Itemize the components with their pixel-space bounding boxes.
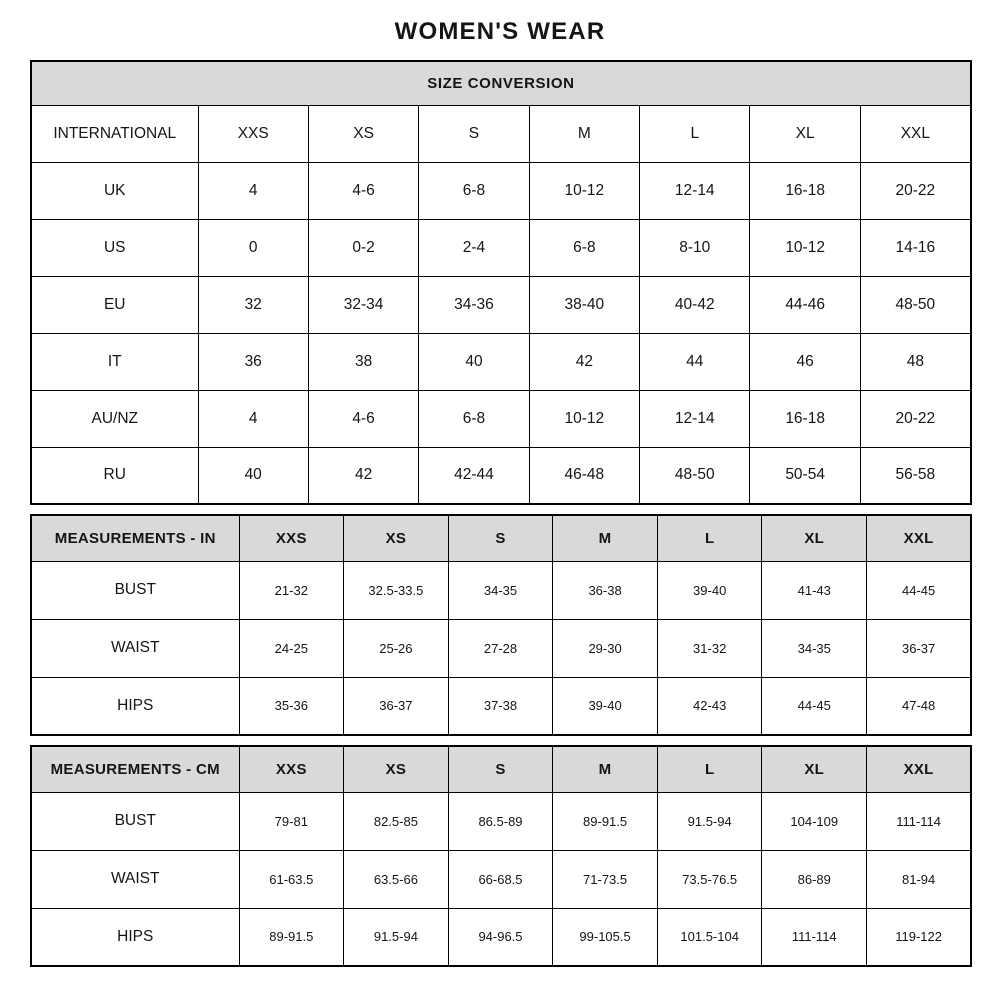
cell: 111-114 — [762, 908, 867, 966]
cell: 71-73.5 — [553, 850, 658, 908]
cell: 32 — [198, 276, 308, 333]
cell: 63.5-66 — [344, 850, 449, 908]
cell: 94-96.5 — [448, 908, 553, 966]
cell: 16-18 — [750, 162, 860, 219]
cell: 0 — [198, 219, 308, 276]
table-row — [31, 333, 971, 390]
column-header: XXS — [239, 746, 344, 792]
cell: 41-43 — [762, 561, 867, 619]
cell: 40 — [198, 447, 308, 504]
cell: 61-63.5 — [239, 850, 344, 908]
cell: 99-105.5 — [553, 908, 658, 966]
cell: 10-12 — [529, 390, 639, 447]
cell: 73.5-76.5 — [657, 850, 762, 908]
cell: 21-32 — [239, 561, 344, 619]
cell: 36-37 — [867, 619, 972, 677]
cell: 2-4 — [419, 219, 529, 276]
cell: 37-38 — [448, 677, 553, 735]
section-title: MEASUREMENTS - IN — [31, 515, 239, 561]
measurements-cm-table — [30, 745, 972, 967]
table-row — [31, 677, 971, 735]
measurements-in-body — [31, 515, 971, 735]
cell: 4 — [198, 162, 308, 219]
column-header: XL — [750, 105, 860, 162]
cell: 104-109 — [762, 792, 867, 850]
column-header: S — [448, 515, 553, 561]
cell: 42 — [308, 447, 418, 504]
measurements-in-table — [30, 514, 972, 736]
column-header: XS — [344, 746, 449, 792]
table-row — [31, 219, 971, 276]
section-title: SIZE CONVERSION — [31, 61, 971, 105]
table-row — [31, 908, 971, 966]
cell: 119-122 — [867, 908, 972, 966]
cell: 34-35 — [762, 619, 867, 677]
table-row — [31, 746, 971, 792]
cell: 8-10 — [640, 219, 750, 276]
table-row — [31, 850, 971, 908]
cell: 47-48 — [867, 677, 972, 735]
cell: 29-30 — [553, 619, 658, 677]
cell: 34-35 — [448, 561, 553, 619]
cell: 16-18 — [750, 390, 860, 447]
cell: 48 — [860, 333, 971, 390]
row-label: RU — [31, 447, 198, 504]
row-label: WAIST — [31, 850, 239, 908]
cell: 38 — [308, 333, 418, 390]
size-conversion-table — [30, 60, 972, 505]
cell: 12-14 — [640, 390, 750, 447]
row-label: BUST — [31, 561, 239, 619]
cell: 10-12 — [750, 219, 860, 276]
column-header: XXL — [867, 515, 972, 561]
row-label: US — [31, 219, 198, 276]
cell: 81-94 — [867, 850, 972, 908]
cell: 24-25 — [239, 619, 344, 677]
table-row — [31, 390, 971, 447]
cell: 44-45 — [867, 561, 972, 619]
cell: 86.5-89 — [448, 792, 553, 850]
cell: 20-22 — [860, 162, 971, 219]
cell: 91.5-94 — [657, 792, 762, 850]
column-header: XS — [308, 105, 418, 162]
row-label: BUST — [31, 792, 239, 850]
cell: 42-43 — [657, 677, 762, 735]
cell: 44-46 — [750, 276, 860, 333]
cell: 82.5-85 — [344, 792, 449, 850]
cell: 79-81 — [239, 792, 344, 850]
table-row — [31, 447, 971, 504]
cell: 27-28 — [448, 619, 553, 677]
row-label: HIPS — [31, 908, 239, 966]
cell: 36-38 — [553, 561, 658, 619]
column-header: M — [553, 746, 658, 792]
row-label: IT — [31, 333, 198, 390]
row-label: AU/NZ — [31, 390, 198, 447]
column-header: INTERNATIONAL — [31, 105, 198, 162]
cell: 34-36 — [419, 276, 529, 333]
column-header: L — [640, 105, 750, 162]
cell: 42-44 — [419, 447, 529, 504]
column-header: XL — [762, 515, 867, 561]
cell: 48-50 — [640, 447, 750, 504]
cell: 0-2 — [308, 219, 418, 276]
cell: 42 — [529, 333, 639, 390]
column-header: XXS — [239, 515, 344, 561]
cell: 89-91.5 — [239, 908, 344, 966]
cell: 66-68.5 — [448, 850, 553, 908]
cell: 4 — [198, 390, 308, 447]
cell: 39-40 — [657, 561, 762, 619]
cell: 89-91.5 — [553, 792, 658, 850]
table-row — [31, 162, 971, 219]
table-row — [31, 792, 971, 850]
table-row — [31, 61, 971, 105]
cell: 6-8 — [419, 390, 529, 447]
table-row — [31, 561, 971, 619]
table-row — [31, 619, 971, 677]
cell: 101.5-104 — [657, 908, 762, 966]
column-header: XXL — [860, 105, 971, 162]
column-header: XL — [762, 746, 867, 792]
cell: 32.5-33.5 — [344, 561, 449, 619]
row-label: WAIST — [31, 619, 239, 677]
cell: 20-22 — [860, 390, 971, 447]
size-conversion-body — [31, 61, 971, 504]
column-header: XXS — [198, 105, 308, 162]
cell: 40 — [419, 333, 529, 390]
cell: 12-14 — [640, 162, 750, 219]
column-header: XXL — [867, 746, 972, 792]
cell: 38-40 — [529, 276, 639, 333]
column-header: XS — [344, 515, 449, 561]
cell: 36 — [198, 333, 308, 390]
cell: 25-26 — [344, 619, 449, 677]
table-row — [31, 105, 971, 162]
column-header: L — [657, 515, 762, 561]
cell: 46 — [750, 333, 860, 390]
cell: 48-50 — [860, 276, 971, 333]
cell: 31-32 — [657, 619, 762, 677]
measurements-cm-body — [31, 746, 971, 966]
cell: 111-114 — [867, 792, 972, 850]
cell: 36-37 — [344, 677, 449, 735]
column-header: L — [657, 746, 762, 792]
table-row — [31, 515, 971, 561]
page-title: WOMEN'S WEAR — [394, 18, 606, 45]
cell: 32-34 — [308, 276, 418, 333]
cell: 4-6 — [308, 162, 418, 219]
cell: 46-48 — [529, 447, 639, 504]
row-label: EU — [31, 276, 198, 333]
row-label: UK — [31, 162, 198, 219]
cell: 56-58 — [860, 447, 971, 504]
column-header: S — [419, 105, 529, 162]
cell: 10-12 — [529, 162, 639, 219]
cell: 6-8 — [419, 162, 529, 219]
cell: 39-40 — [553, 677, 658, 735]
cell: 35-36 — [239, 677, 344, 735]
cell: 86-89 — [762, 850, 867, 908]
column-header: M — [529, 105, 639, 162]
cell: 14-16 — [860, 219, 971, 276]
cell: 6-8 — [529, 219, 639, 276]
cell: 40-42 — [640, 276, 750, 333]
section-title: MEASUREMENTS - CM — [31, 746, 239, 792]
row-label: HIPS — [31, 677, 239, 735]
cell: 50-54 — [750, 447, 860, 504]
table-row — [31, 276, 971, 333]
column-header: S — [448, 746, 553, 792]
cell: 91.5-94 — [344, 908, 449, 966]
cell: 4-6 — [308, 390, 418, 447]
column-header: M — [553, 515, 658, 561]
cell: 44 — [640, 333, 750, 390]
cell: 44-45 — [762, 677, 867, 735]
